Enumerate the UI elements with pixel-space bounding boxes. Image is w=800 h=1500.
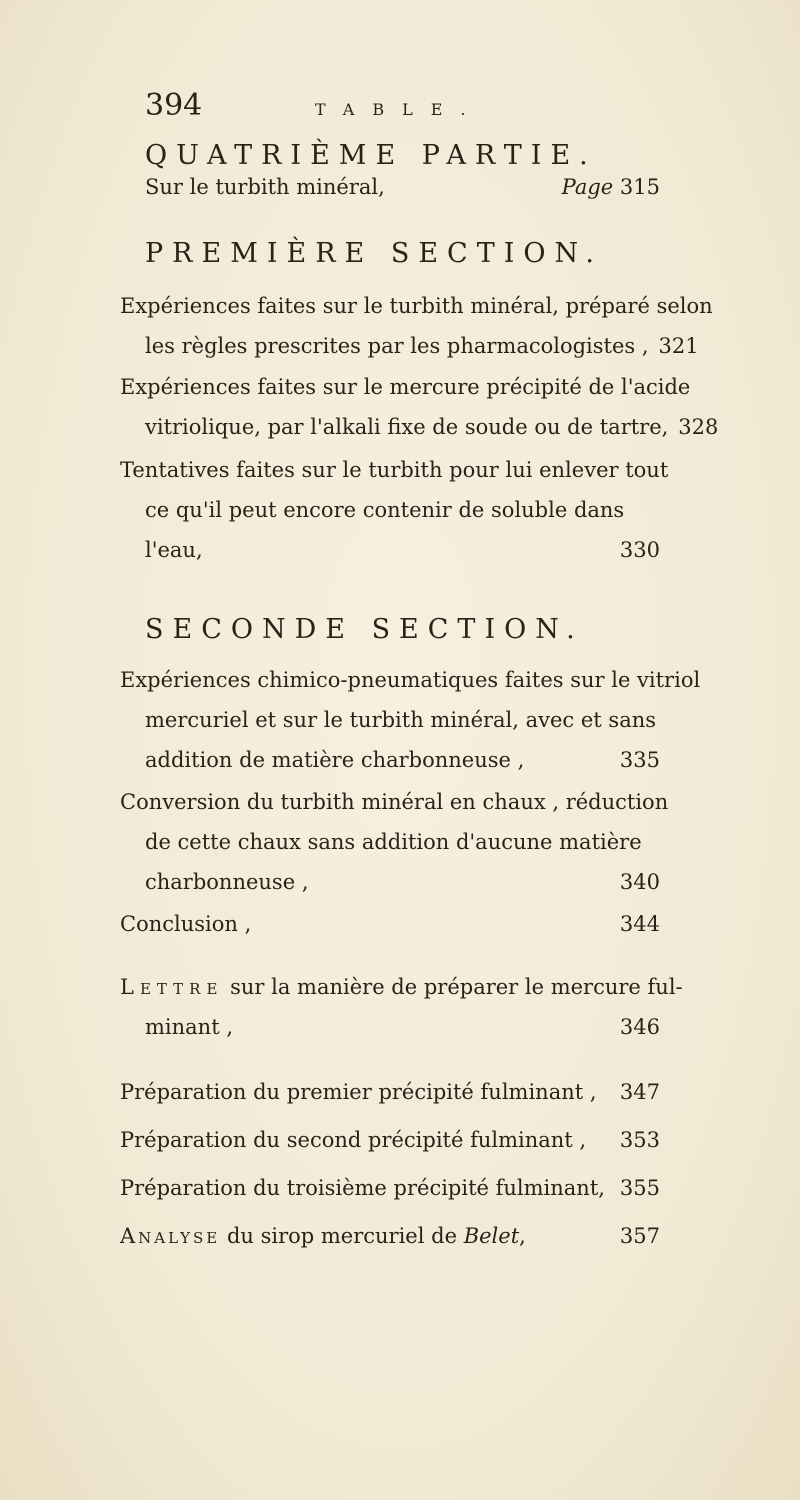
entry-line: de cette chaux sans addition d'aucune matière: [145, 830, 642, 854]
part-subject-entry: [145, 167, 660, 207]
entry-line: Conclusion ,: [120, 912, 252, 936]
entry-line: Conversion du turbith minéral en chaux , réduction: [120, 790, 669, 814]
page-number: 340: [619, 870, 660, 894]
page-number: 347: [619, 1080, 660, 1104]
entry-line: du sirop mercuriel de: [226, 1224, 457, 1248]
entry-line: Expériences chimico-pneumatiques faites sur le vitriol: [120, 668, 701, 692]
author-name: Belet: [463, 1224, 520, 1248]
page-number: 353: [619, 1128, 660, 1152]
entry-line: Expériences faites sur le turbith minéral, préparé selon: [120, 294, 713, 318]
entry-text: Sur le turbith minéral,: [145, 175, 385, 199]
entry-line: addition de matière charbonneuse ,: [145, 748, 525, 772]
entry-line: Tentatives faites sur le turbith pour lui enlever tout: [120, 458, 669, 482]
folio-number: 394: [145, 88, 203, 123]
page-number: 330: [619, 538, 660, 562]
entry-line: ce qu'il peut encore contenir de soluble dans: [145, 498, 625, 522]
lettre-entry: [120, 967, 683, 1047]
entry-line: mercuriel et sur le turbith minéral, avec et sans: [145, 708, 657, 732]
toc-entry: [120, 1072, 660, 1112]
analyse-entry: [120, 1216, 660, 1256]
punctuation: ,: [519, 1224, 526, 1248]
page-label: Page: [561, 175, 614, 199]
section-heading: PREMIÈRE SECTION.: [145, 238, 604, 269]
toc-entry: [120, 367, 719, 447]
analyse-lead: Analyse: [120, 1224, 221, 1248]
page-number: 357: [619, 1224, 660, 1248]
page-number: 328: [678, 415, 719, 439]
entry-line: Préparation du premier précipité fulminant ,: [120, 1080, 597, 1104]
entry-line: minant ,: [145, 1015, 233, 1039]
toc-entry: [120, 660, 701, 780]
page-number: 346: [619, 1015, 660, 1039]
entry-line: les règles prescrites par les pharmacologistes ,: [145, 334, 649, 358]
running-head: TABLE.: [315, 100, 484, 119]
toc-entry: [120, 450, 669, 570]
toc-entry: [120, 1168, 660, 1208]
toc-entry: [120, 782, 669, 902]
entry-line: sur la manière de préparer le mercure ful-: [230, 975, 683, 999]
part-heading: QUATRIÈME PARTIE.: [145, 140, 597, 171]
entry-line: vitriolique, par l'alkali fixe de soude ou de tartre,: [145, 415, 669, 439]
page-number: 355: [619, 1176, 660, 1200]
page-number: 315: [619, 175, 660, 199]
entry-line: Préparation du second précipité fulminant ,: [120, 1128, 587, 1152]
page-number: 321: [658, 334, 699, 358]
entry-line: Expériences faites sur le mercure précipité de l'acide: [120, 375, 691, 399]
toc-entry: [120, 286, 713, 366]
page-number: 344: [619, 912, 660, 936]
toc-entry: [120, 904, 660, 944]
entry-line: Préparation du troisième précipité fulminant,: [120, 1176, 605, 1200]
entry-line: charbonneuse ,: [145, 870, 309, 894]
page-number: 335: [619, 748, 660, 772]
page-header: [145, 88, 565, 128]
lettre-lead: Lettre: [120, 975, 224, 999]
section-heading: SECONDE SECTION.: [145, 614, 584, 645]
entry-line: l'eau,: [145, 538, 203, 562]
toc-entry: [120, 1120, 660, 1160]
